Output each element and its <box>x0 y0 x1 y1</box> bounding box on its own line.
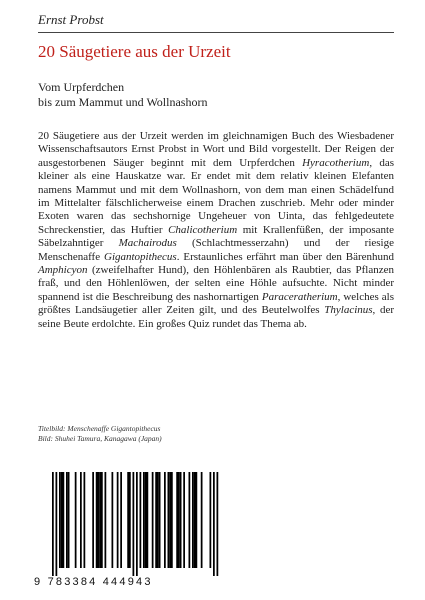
barcode-bar <box>99 472 101 568</box>
barcode-bar <box>127 472 129 568</box>
barcode-bar <box>63 472 65 568</box>
barcode-bar <box>152 472 154 568</box>
book-title: 20 Säugetiere aus der Urzeit <box>38 42 231 61</box>
barcode-bar <box>159 472 161 568</box>
barcode-bar <box>120 472 122 568</box>
barcode-bar <box>145 472 147 568</box>
book-subtitle <box>38 80 207 110</box>
barcode-guard-bar <box>213 472 215 576</box>
species-name: Amphicyon <box>38 264 88 277</box>
barcode-bar <box>68 472 70 568</box>
barcode-guard-bar <box>56 472 58 576</box>
subtitle-line-2: bis zum Mammut und Wollnashorn <box>38 95 208 109</box>
barcode-bar <box>84 472 86 568</box>
barcode-bar <box>92 472 94 568</box>
blurb-segment: mit Krallenfüßen, der imposante Säbelzahntiger <box>38 223 394 250</box>
barcode-bar <box>112 472 114 568</box>
barcode-bar <box>201 472 203 568</box>
blurb-segment: . Erstaunliches erfährt man über den Bärenhund <box>176 250 394 263</box>
species-name: Chalicotherium <box>168 223 238 236</box>
barcode-bar <box>147 472 149 568</box>
barcode-bar <box>176 472 178 568</box>
barcode-bar <box>189 472 191 568</box>
barcode-bar <box>143 472 145 568</box>
barcode-bar <box>194 472 196 568</box>
barcode-bar <box>59 472 61 568</box>
barcode-bar <box>80 472 82 568</box>
species-name: Thylacinus <box>324 304 373 317</box>
barcode-bar <box>183 472 185 568</box>
barcode-guard-bar <box>133 472 135 576</box>
blurb-segment: , das kleiner als eine Hauskatze war. Er endet mit dem relativ kleinen Elefanten namens Mammut und mit dem Wollnashorn, von dem man einen Schädelfund im Mittelalter fälschlicherweise einem Drachen zuschrieb. Mehr oder minder Exoten waren das sechshornige Ungeheuer von Uinta, das fehlgedeutete Schreckenstier, das Huftier <box>38 156 394 236</box>
barcode-bar <box>178 472 180 568</box>
barcode-bar <box>98 472 100 568</box>
species-name: Gigantopithecus <box>104 250 177 263</box>
barcode-bar <box>105 472 107 568</box>
barcode-bar <box>171 472 173 568</box>
barcode-bar <box>129 472 131 568</box>
barcode-bar <box>169 472 171 568</box>
subtitle-line-1: Vom Urpferdchen <box>38 80 125 94</box>
image-caption <box>38 424 162 444</box>
species-name: Machairodus <box>118 237 177 250</box>
barcode-bar <box>192 472 194 568</box>
blurb-segment: (Schlachtmesserzahn) und der riesige Menschenaffe <box>38 237 394 263</box>
barcode-bar <box>101 472 103 568</box>
barcode-bar <box>96 472 98 568</box>
caption-line-2: Bild: Shuhei Tamura, Kanagawa (Japan) <box>38 434 162 443</box>
blurb-segment: 20 Säugetiere aus der Urzeit werden im gleichnamigen Buch des Wiesbadener Wissenschaftsautors Ernst Probst in Wort und Bild vorgestellt. Der Reigen der ausgestorbenen Säuger beginnt mit dem Urpferdchen <box>38 130 394 169</box>
blurb-segment: , der seine Beute erdolchte. Ein großes Quiz rundet das Thema ab. <box>38 304 395 330</box>
barcode-bar <box>155 472 157 568</box>
barcode-bar <box>168 472 170 568</box>
barcode-guard-bar <box>52 472 54 576</box>
barcode-bar <box>75 472 77 568</box>
barcode-bar <box>164 472 166 568</box>
barcode-guard-bar <box>217 472 219 576</box>
header-rule <box>38 32 394 33</box>
blurb-text <box>38 130 394 331</box>
barcode-bar <box>157 472 159 568</box>
barcode-bars <box>42 472 222 578</box>
barcode-bar <box>180 472 182 568</box>
isbn-barcode <box>30 468 226 592</box>
species-name: Paraceratherium <box>261 290 338 303</box>
author-name: Ernst Probst <box>38 12 104 27</box>
barcode-bar <box>61 472 63 568</box>
blurb-segment: , welches als größtes Landsäugetier aller Zeiten gilt, und des Beutelwolfes <box>38 290 394 317</box>
caption-line-1: Titelbild: Menschenaffe Gigantopithecus <box>38 424 161 433</box>
barcode-bar <box>140 472 142 568</box>
barcode-bar <box>210 472 212 568</box>
species-name: Hyracotherium <box>302 156 370 169</box>
barcode-bar <box>117 472 119 568</box>
barcode-bar <box>196 472 198 568</box>
blurb-segment: (zweifelhafter Hund), den Höhlenbären als Raubtier, das Pflanzen fraß, und den Höhlenlöwen, der selten eine Höhle aufsuchte. Nicht minder spannend ist die Beschreibung des nashornartigen <box>38 264 394 303</box>
barcode-guard-bar <box>136 472 138 576</box>
barcode-bar <box>66 472 68 568</box>
isbn-number: 9 783384 444943 <box>34 576 153 588</box>
